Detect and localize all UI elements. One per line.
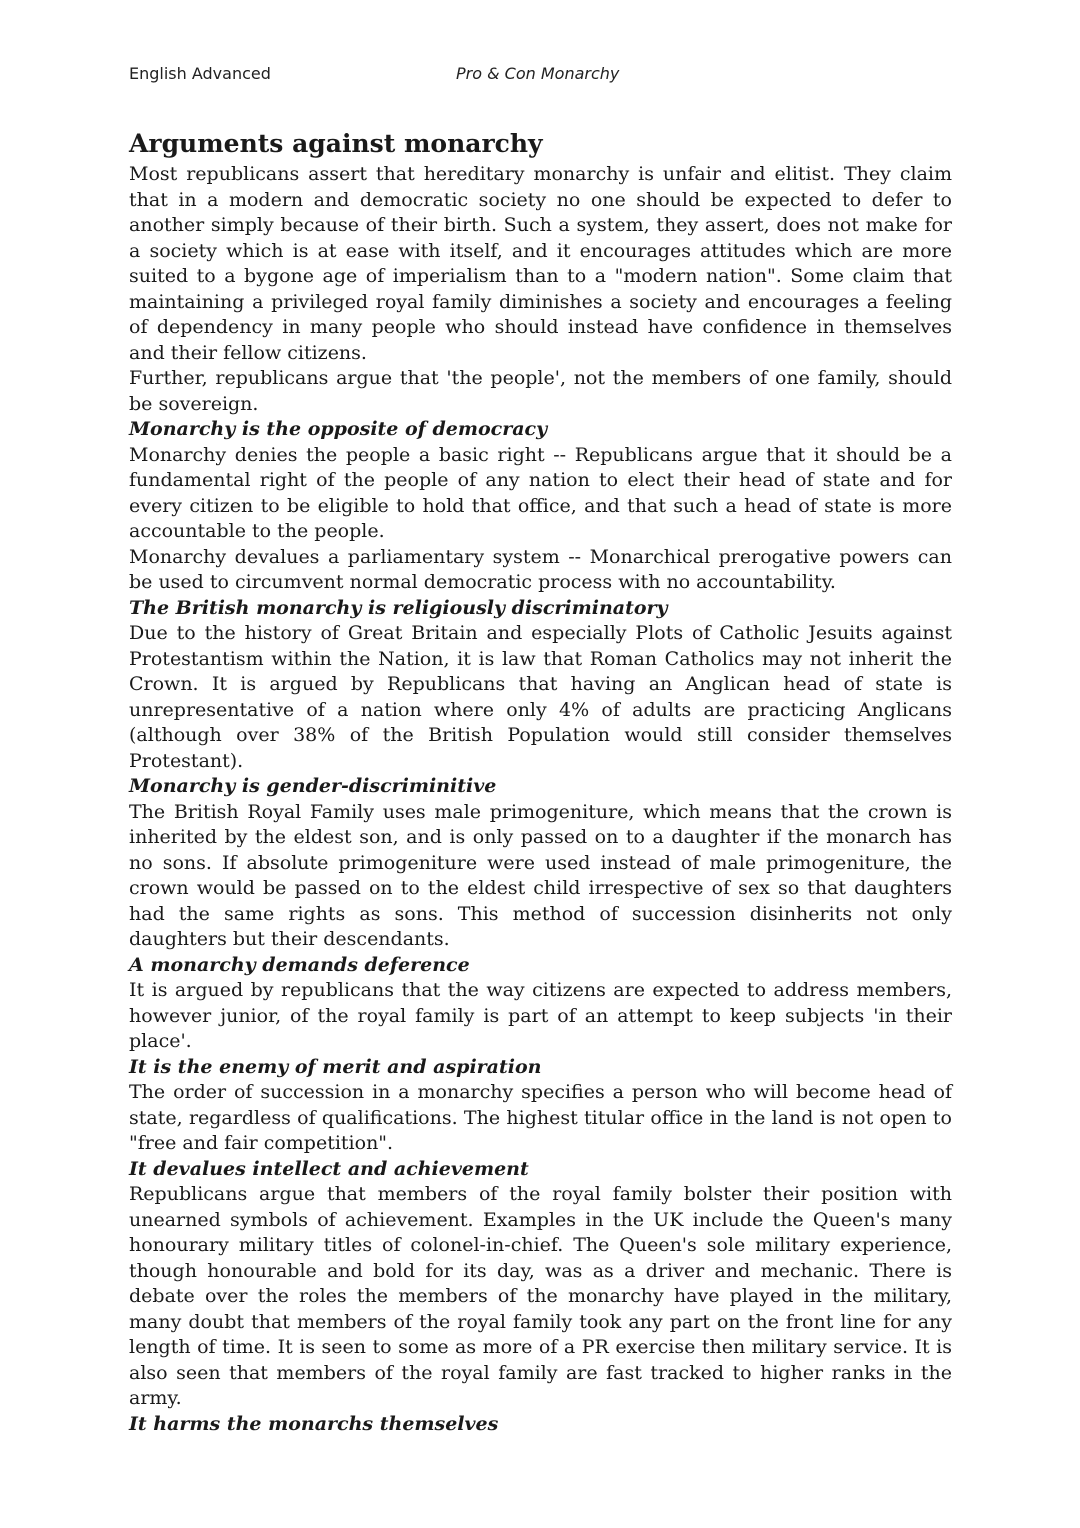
document-title: Arguments against monarchy xyxy=(129,129,543,158)
section-heading: Monarchy is gender-discriminitive xyxy=(129,775,497,797)
section-paragraph: The order of succession in a monarchy specifies a person who will become head of state, regardless of qualifications. The highest titular office in the land is not open to "free and fair competition". xyxy=(129,1081,952,1154)
section-heading: It devalues intellect and achievement xyxy=(129,1157,529,1180)
section-paragraph: The British Royal Family uses male primogeniture, which means that the crown is inherited by the eldest son, and is only passed on to a daughter if the monarch has no sons. If absolute primogeniture were used instead of male primogeniture, the crown would be passed on to the eldest child irrespective of sex so that daughters had the same rights as sons. This method of succession disinherits not only daughters but their descendants. xyxy=(129,800,952,950)
section-paragraph: Monarchy denies the people a basic right -- Republicans argue that it should be a fundamental right of the people of any nation to elect their head of state and for every citizen to be eligible to hold that office, and that such a head of state is more accountable to the people. xyxy=(129,443,952,542)
header-course: English Advanced xyxy=(129,64,271,83)
document-body xyxy=(129,126,952,1437)
section-heading: It harms the monarchs themselves xyxy=(129,1412,499,1435)
section-heading: Monarchy is the opposite of democracy xyxy=(129,418,548,440)
section-paragraph: Due to the history of Great Britain and especially Plots of Catholic Jesuits against Protestantism within the Nation, it is law that Roman Catholics may not inherit the Crown. It is argued by Republicans that having an Anglican head of state is unrepresentative of a nation where only 4% of adults are practicing Anglicans (although over 38% of the British Population would still consider themselves Protestant). xyxy=(129,622,952,772)
page-header xyxy=(129,64,952,88)
header-topic: Pro & Con Monarchy xyxy=(456,64,620,83)
section-heading: A monarchy demands deference xyxy=(129,953,470,976)
intro-paragraph: Most republicans assert that hereditary monarchy is unfair and elitist. They claim that in a modern and democratic society no one should be expected to defer to another simply because of their birth. Such a system, they assert, does not make for a society which is at ease with itself, and it encourages attitudes which are more suited to a bygone age of imperialism than to a "modern nation". Some claim that maintaining a privileged royal family diminishes a society and encourages a feeling of dependency in many people who should instead have confidence in themselves and their fellow citizens. xyxy=(129,163,952,364)
section-heading: The British monarchy is religiously discriminatory xyxy=(129,596,668,619)
section-paragraph: Republicans argue that members of the royal family bolster their position with unearned symbols of achievement. Examples in the UK include the Queen's many honourary military titles of colonel-in-chief. The Queen's sole military experience, though honourable and bold for its day, was as a driver and mechanic. There is debate over the roles the members of the monarchy have played in the military, many doubt that members of the royal family took any part on the front line for any length of time. It is seen to some as more of a PR exercise then military service. It is also seen that members of the royal family are fast tracked to higher ranks in the army. xyxy=(129,1183,952,1409)
intro-paragraph: Further, republicans argue that 'the people', not the members of one family, should be sovereign. xyxy=(129,367,952,415)
section-paragraph: It is argued by republicans that the way citizens are expected to address members, however junior, of the royal family is part of an attempt to keep subjects 'in their place'. xyxy=(129,979,952,1052)
section-heading: It is the enemy of merit and aspiration xyxy=(129,1055,542,1078)
section-paragraph: Monarchy devalues a parliamentary system -- Monarchical prerogative powers can be used to circumvent normal democratic process with no accountability. xyxy=(129,545,952,593)
